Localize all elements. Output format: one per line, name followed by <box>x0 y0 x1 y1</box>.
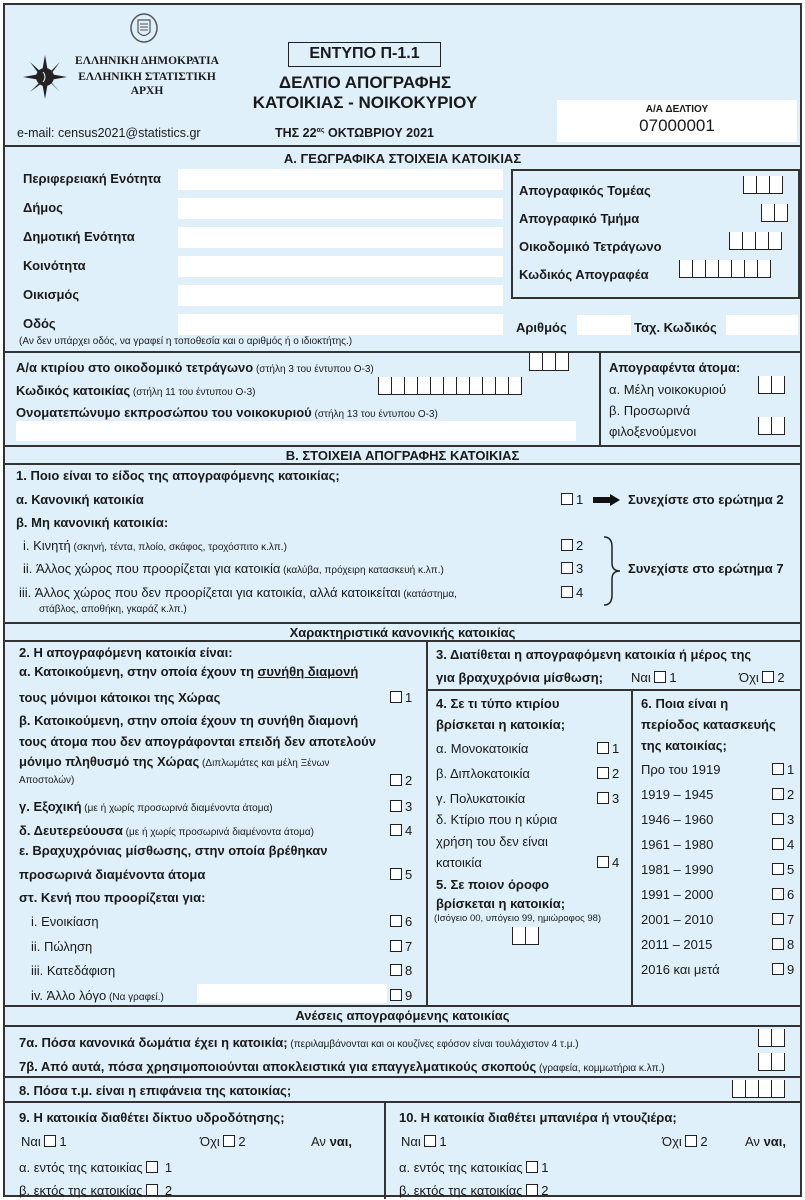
checkbox[interactable] <box>390 964 402 976</box>
q10-yes-option[interactable]: Ναι 1 <box>401 1134 447 1149</box>
checkbox[interactable] <box>390 868 402 880</box>
checkbox[interactable] <box>390 774 402 786</box>
divider <box>5 1076 800 1078</box>
q5-question-line1: 5. Σε ποιον όροφο <box>436 877 550 892</box>
q1-b-checkbox-4[interactable]: 4 <box>561 585 583 600</box>
q6-checkbox-4[interactable]: 4 <box>772 837 794 852</box>
temporary-guests-label-1: β. Προσωρινά <box>609 403 691 418</box>
q4-checkbox-1[interactable]: 1 <box>597 741 619 756</box>
divider <box>5 1025 800 1027</box>
q2-checkbox-8[interactable]: 8 <box>390 963 412 978</box>
q6-option: Προ του 1919 <box>641 762 721 777</box>
q6-checkbox-5[interactable]: 5 <box>772 862 794 877</box>
census-section-cells[interactable] <box>761 204 788 222</box>
q4-question-line2: βρίσκεται η κατοικία; <box>436 717 566 732</box>
checkbox[interactable] <box>390 940 402 952</box>
checkbox[interactable] <box>762 671 774 683</box>
q2-checkbox-4[interactable]: 4 <box>390 823 412 838</box>
q6-checkbox-3[interactable]: 3 <box>772 812 794 827</box>
q3-question-line1: 3. Διατίθεται η απογραφόμενη κατοικία ή μέρος της <box>436 647 752 662</box>
checkbox[interactable] <box>390 915 402 927</box>
checkbox[interactable] <box>44 1135 56 1147</box>
checkbox[interactable] <box>561 586 573 598</box>
q6-option: 2016 και μετά <box>641 962 720 977</box>
divider <box>384 1101 386 1199</box>
section-b-title: Β. ΣΤΟΙΧΕΙΑ ΑΠΟΓΡΑΦΗΣ ΚΑΤΟΙΚΙΑΣ <box>285 448 520 463</box>
divider <box>599 351 601 445</box>
checkbox[interactable] <box>390 800 402 812</box>
checkbox[interactable] <box>772 888 784 900</box>
q1-b-label: β. Μη κανονική κατοικία: <box>16 515 169 530</box>
q2-d-label: δ. Δευτερεύουσα (με ή χωρίς προσωρινά διαμένοντα άτομα) <box>19 823 314 838</box>
q9-question: 9. Η κατοικία διαθέτει δίκτυο υδροδότησης; <box>19 1110 285 1125</box>
checkbox[interactable] <box>654 671 666 683</box>
q10-if-yes: Αν ναι, <box>745 1134 787 1149</box>
checkbox[interactable] <box>772 913 784 925</box>
checkbox[interactable] <box>390 824 402 836</box>
q1-a-label: α. Κανονική κατοικία <box>16 492 144 507</box>
elstat-logo-icon <box>23 55 67 99</box>
regional-unit-label: Περιφερειακή Ενότητα <box>23 171 161 186</box>
divider <box>5 351 800 353</box>
q2-st-other: iv. Άλλο λόγο (Να γραφεί.) <box>31 988 164 1003</box>
number-input[interactable] <box>577 315 631 335</box>
q8-area-cells[interactable] <box>732 1080 785 1098</box>
checkbox[interactable] <box>772 813 784 825</box>
form-title: ΔΕΛΤΙΟ ΑΠΟΓΡΑΦΗΣ ΚΑΤΟΙΚΙΑΣ - ΝΟΙΚΟΚΥΡΙΟΥ <box>252 73 478 112</box>
municipality-label: Δήμος <box>23 200 63 215</box>
temporary-guests-label-2: φιλοξενούμενοι <box>609 424 697 439</box>
q4-option-apartment: γ. Πολυκατοικία <box>436 791 526 806</box>
q10-inside-option[interactable]: α. εντός της κατοικίας 1 <box>399 1160 549 1175</box>
checkbox[interactable] <box>597 792 609 804</box>
q6-question-line1: 6. Ποια είναι η <box>641 696 729 711</box>
building-number-cells[interactable] <box>529 353 569 371</box>
serial-box <box>557 100 797 142</box>
census-sector-cells[interactable] <box>743 176 783 194</box>
checkbox[interactable] <box>146 1161 158 1173</box>
q9-yes-option[interactable]: Ναι 1 <box>21 1134 67 1149</box>
checkbox[interactable] <box>223 1135 235 1147</box>
census-codes-box <box>511 169 800 299</box>
q1-b-option-non-dwelling-note: στάβλος, αποθήκη, γκαράζ κ.λπ.) <box>39 604 187 615</box>
dwelling-code-cells[interactable] <box>378 377 522 395</box>
number-label: Αριθμός <box>516 320 567 335</box>
census-sector-label: Απογραφικός Τομέας <box>519 183 651 198</box>
q9-outside-option[interactable]: β. εκτός της κατοικίας 2 <box>19 1183 173 1198</box>
q4-checkbox-4[interactable]: 4 <box>597 855 619 870</box>
enumerator-code-label: Κωδικός Απογραφέα <box>519 267 649 282</box>
characteristics-title: Χαρακτηριστικά κανονικής κατοικίας <box>289 625 516 640</box>
household-members-cells[interactable] <box>758 376 785 394</box>
checkbox[interactable] <box>146 1184 158 1196</box>
q6-checkbox-6[interactable]: 6 <box>772 887 794 902</box>
settlement-input[interactable] <box>178 285 503 306</box>
checkbox[interactable] <box>561 539 573 551</box>
divider <box>5 1101 800 1103</box>
divider <box>5 1005 800 1007</box>
q7b-question: 7β. Από αυτά, πόσα χρησιμοποιούνται αποκλειστικά για επαγγελματικούς σκοπούς (γραφεία, κομμωτήρια κ.λπ.) <box>19 1059 665 1074</box>
checkbox[interactable] <box>772 838 784 850</box>
q2-checkbox-5[interactable]: 5 <box>390 867 412 882</box>
q1-b-checkbox-2[interactable]: 2 <box>561 538 583 553</box>
q2-checkbox-2[interactable]: 2 <box>390 773 412 788</box>
settlement-label: Οικισμός <box>23 287 80 302</box>
q2-st-rent: i. Ενοικίαση <box>31 914 99 929</box>
q1-b-option-non-dwelling: iii. Άλλος χώρος που δεν προορίζεται για κατοικία, αλλά κατοικείται (κατάστημα, <box>19 585 457 600</box>
q2-a-line2: τους μόνιμοι κάτοικοι της Χώρας <box>19 690 221 705</box>
checkbox[interactable] <box>597 767 609 779</box>
postcode-label: Ταχ. Κωδικός <box>634 320 717 335</box>
q6-option: 1981 – 1990 <box>641 862 714 877</box>
q4-checkbox-3[interactable]: 3 <box>597 791 619 806</box>
q1-question: 1. Ποιο είναι το είδος της απογραφόμενης κατοικίας; <box>16 468 340 483</box>
q2-b-line3: μόνιμο πληθυσμό της Χώρας (Διπλωμάτες και μέλη Ξένων <box>19 754 330 769</box>
q5-floor-cells[interactable] <box>512 927 539 945</box>
checkbox[interactable] <box>390 691 402 703</box>
divider <box>5 640 800 642</box>
city-block-label: Οικοδομικό Τετράγωνο <box>519 239 662 254</box>
census-form <box>3 3 802 1197</box>
q10-question: 10. Η κατοικία διαθέτει μπανιέρα ή ντουζιέρα; <box>399 1110 677 1125</box>
section-a-title: Α. ΓΕΩΓΡΑΦΙΚΑ ΣΤΟΙΧΕΙΑ ΚΑΤΟΙΚΙΑΣ <box>283 151 522 166</box>
q6-checkbox-2[interactable]: 2 <box>772 787 794 802</box>
q1-goto-7: Συνεχίστε στο ερώτημα 7 <box>628 561 784 576</box>
q6-option: 2011 – 2015 <box>641 937 713 952</box>
census-section-label: Απογραφικό Τμήμα <box>519 211 640 226</box>
q1-b-checkbox-3[interactable]: 3 <box>561 561 583 576</box>
q10-outside-option[interactable]: β. εκτός της κατοικίας 2 <box>399 1183 549 1198</box>
dwelling-code-label: Κωδικός κατοικίας (στήλη 11 του έντυπου Ο-3) <box>16 383 256 398</box>
checkbox[interactable] <box>597 742 609 754</box>
q1-b-option-other-dwelling: ii. Άλλος χώρος που προορίζεται για κατοικία (καλύβα, πρόχειρη κατασκευή κ.λπ.) <box>23 561 444 576</box>
postcode-input[interactable] <box>726 315 798 335</box>
checkbox[interactable] <box>685 1135 697 1147</box>
q6-checkbox-8[interactable]: 8 <box>772 937 794 952</box>
checkbox[interactable] <box>424 1135 436 1147</box>
checkbox[interactable] <box>597 856 609 868</box>
q7a-rooms-cells[interactable] <box>758 1029 785 1047</box>
street-note: (Αν δεν υπάρχει οδός, να γραφεί η τοποθεσία και ο αριθμός ή ο ιδιοκτήτης.) <box>19 336 353 347</box>
q2-b-line4: Αποστολών) <box>19 775 75 786</box>
q6-question-line3: της κατοικίας; <box>641 738 727 753</box>
q6-question-line2: περίοδος κατασκευής <box>641 717 776 732</box>
checkbox[interactable] <box>526 1161 538 1173</box>
community-input[interactable] <box>178 256 503 277</box>
municipal-unit-input[interactable] <box>178 227 503 248</box>
q6-checkbox-7[interactable]: 7 <box>772 912 794 927</box>
representative-name-input[interactable] <box>16 421 576 441</box>
q2-checkbox-1[interactable]: 1 <box>390 690 412 705</box>
divider <box>5 622 800 624</box>
serial-number: 07000001 <box>639 116 715 135</box>
q2-checkbox-9[interactable]: 9 <box>390 988 412 1003</box>
q2-checkbox-6[interactable]: 6 <box>390 914 412 929</box>
community-label: Κοινότητα <box>23 258 86 273</box>
q2-checkbox-3[interactable]: 3 <box>390 799 412 814</box>
q2-question: 2. Η απογραφόμενη κατοικία είναι: <box>19 645 233 660</box>
contact-email[interactable]: e-mail: census2021@statistics.gr <box>17 126 201 140</box>
q4-question-line1: 4. Σε τι τύπο κτιρίου <box>436 696 560 711</box>
divider <box>631 689 633 1005</box>
q4-option-semi-detached: β. Διπλοκατοικία <box>436 766 530 781</box>
divider <box>426 640 428 1005</box>
divider <box>426 689 800 691</box>
building-number-label: Α/α κτιρίου στο οικοδομικό τετράγωνο (στήλη 3 του έντυπου Ο-3) <box>16 360 374 375</box>
q6-option: 1946 – 1960 <box>641 812 714 827</box>
serial-label: Α/Α ΔΕΛΤΙΟΥ <box>645 104 709 115</box>
municipality-input[interactable] <box>178 198 503 219</box>
arrow-right-icon <box>593 494 621 506</box>
q2-c-label: γ. Εξοχική (με ή χωρίς προσωρινά διαμένοντα άτομα) <box>19 799 273 814</box>
q6-option: 1919 – 1945 <box>641 787 714 802</box>
q5-question-line2: βρίσκεται η κατοικία; <box>436 896 566 911</box>
q9-no-option[interactable]: Όχι 2 <box>200 1134 246 1149</box>
q2-st-sale: ii. Πώληση <box>31 939 93 954</box>
q2-b-line1: β. Κατοικούμενη, στην οποία έχουν τη συνήθη διαμονή <box>19 713 359 728</box>
brace-icon <box>602 535 624 607</box>
checkbox[interactable] <box>772 863 784 875</box>
representative-name-label: Ονοματεπώνυμο εκπροσώπου του νοικοκυριού (στήλη 13 του έντυπου Ο-3) <box>16 405 438 420</box>
census-date: ΤΗΣ $22^{\alpha\varsigma}$ ΟΚΤΩΒΡΙΟΥ 2021 <box>275 126 434 140</box>
q4-option-other-d3: κατοικία <box>436 855 482 870</box>
checkbox[interactable] <box>561 562 573 574</box>
q2-other-reason-input[interactable] <box>197 984 387 1003</box>
q3-question-line2: για βραχυχρόνια μίσθωση; <box>436 670 604 685</box>
q6-option: 2001 – 2010 <box>641 912 714 927</box>
divider <box>5 145 800 147</box>
q2-st-demolition: iii. Κατεδάφιση <box>31 963 116 978</box>
household-members-label: α. Μέλη νοικοκυριού <box>609 382 727 397</box>
q7a-question: 7α. Πόσα κανονικά δωμάτια έχει η κατοικία; (περιλαμβάνονται και οι κουζίνες εφόσον είναι τουλάχιστον 4 τ.μ.) <box>19 1035 579 1050</box>
q2-a-line1: α. Κατοικούμενη, στην οποία έχουν τη συνήθη διαμονή <box>19 664 359 679</box>
q3-yes-option[interactable]: Ναι 1 <box>631 670 677 685</box>
q6-option: 1991 – 2000 <box>641 887 714 902</box>
q2-e-line2: προσωρινά διαμένοντα άτομα <box>19 867 206 882</box>
q9-inside-option[interactable]: α. εντός της κατοικίας 1 <box>19 1160 173 1175</box>
q5-note: (Ισόγειο 00, υπόγειο 99, ημιώροφος 98) <box>434 913 602 924</box>
amenities-title: Ανέσεις απογραφόμενης κατοικίας <box>295 1008 510 1023</box>
city-block-cells[interactable] <box>729 232 782 250</box>
q1-b-option-mobile: i. Κινητή (σκηνή, τέντα, πλοίο, σκάφος, τροχόσπιτο κ.λπ.) <box>23 538 287 553</box>
q4-checkbox-2[interactable]: 2 <box>597 766 619 781</box>
q4-option-detached: α. Μονοκατοικία <box>436 741 529 756</box>
checkbox[interactable] <box>772 763 784 775</box>
municipal-unit-label: Δημοτική Ενότητα <box>23 229 135 244</box>
q8-question: 8. Πόσα τ.μ. είναι η επιφάνεια της κατοικίας; <box>19 1083 292 1098</box>
street-label: Οδός <box>23 316 56 331</box>
q6-checkbox-1[interactable]: 1 <box>772 762 794 777</box>
q1-goto-2: Συνεχίστε στο ερώτημα 2 <box>628 492 784 507</box>
checkbox[interactable] <box>526 1184 538 1196</box>
q2-st-label: στ. Κενή που προορίζεται για: <box>19 890 206 905</box>
q2-e-line1: ε. Βραχυχρόνιας μίσθωσης, στην οποία βρέθηκαν <box>19 843 328 858</box>
divider <box>5 445 800 447</box>
checkbox[interactable] <box>561 493 573 505</box>
q6-checkbox-9[interactable]: 9 <box>772 962 794 977</box>
checkbox[interactable] <box>390 989 402 1001</box>
q7b-rooms-cells[interactable] <box>758 1053 785 1071</box>
street-input[interactable] <box>178 314 503 335</box>
checkbox[interactable] <box>772 963 784 975</box>
q6-option: 1961 – 1980 <box>641 837 714 852</box>
q9-if-yes: Αν ναι, <box>311 1134 353 1149</box>
greek-emblem-icon <box>129 12 159 44</box>
q10-no-option[interactable]: Όχι 2 <box>662 1134 708 1149</box>
organization-name: ΕΛΛΗΝΙΚΗ ΔΗΜΟΚΡΑΤΙΑ ΕΛΛΗΝΙΚΗ ΣΤΑΤΙΣΤΙΚΗ ΑΡΧΗ <box>75 55 219 97</box>
checkbox[interactable] <box>772 938 784 950</box>
enumerator-code-cells[interactable] <box>679 260 771 278</box>
q1-a-checkbox[interactable]: 1 <box>561 492 583 507</box>
temporary-guests-cells[interactable] <box>758 417 785 435</box>
divider <box>5 463 800 465</box>
form-code: ΕΝΤΥΠΟ Π-1.1 <box>288 42 441 67</box>
q2-checkbox-7[interactable]: 7 <box>390 939 412 954</box>
regional-unit-input[interactable] <box>178 169 503 190</box>
q2-b-line2: τους άτομα που δεν απογράφονται επειδή δεν αποτελούν <box>19 734 376 749</box>
enumerated-persons-title: Απογραφέντα άτομα: <box>609 360 741 375</box>
q4-option-other-d2: χρήση του δεν είναι <box>436 834 548 849</box>
checkbox[interactable] <box>772 788 784 800</box>
q4-option-other-d1: δ. Κτίριο που η κύρια <box>436 812 558 827</box>
q3-no-option[interactable]: Όχι 2 <box>739 670 785 685</box>
